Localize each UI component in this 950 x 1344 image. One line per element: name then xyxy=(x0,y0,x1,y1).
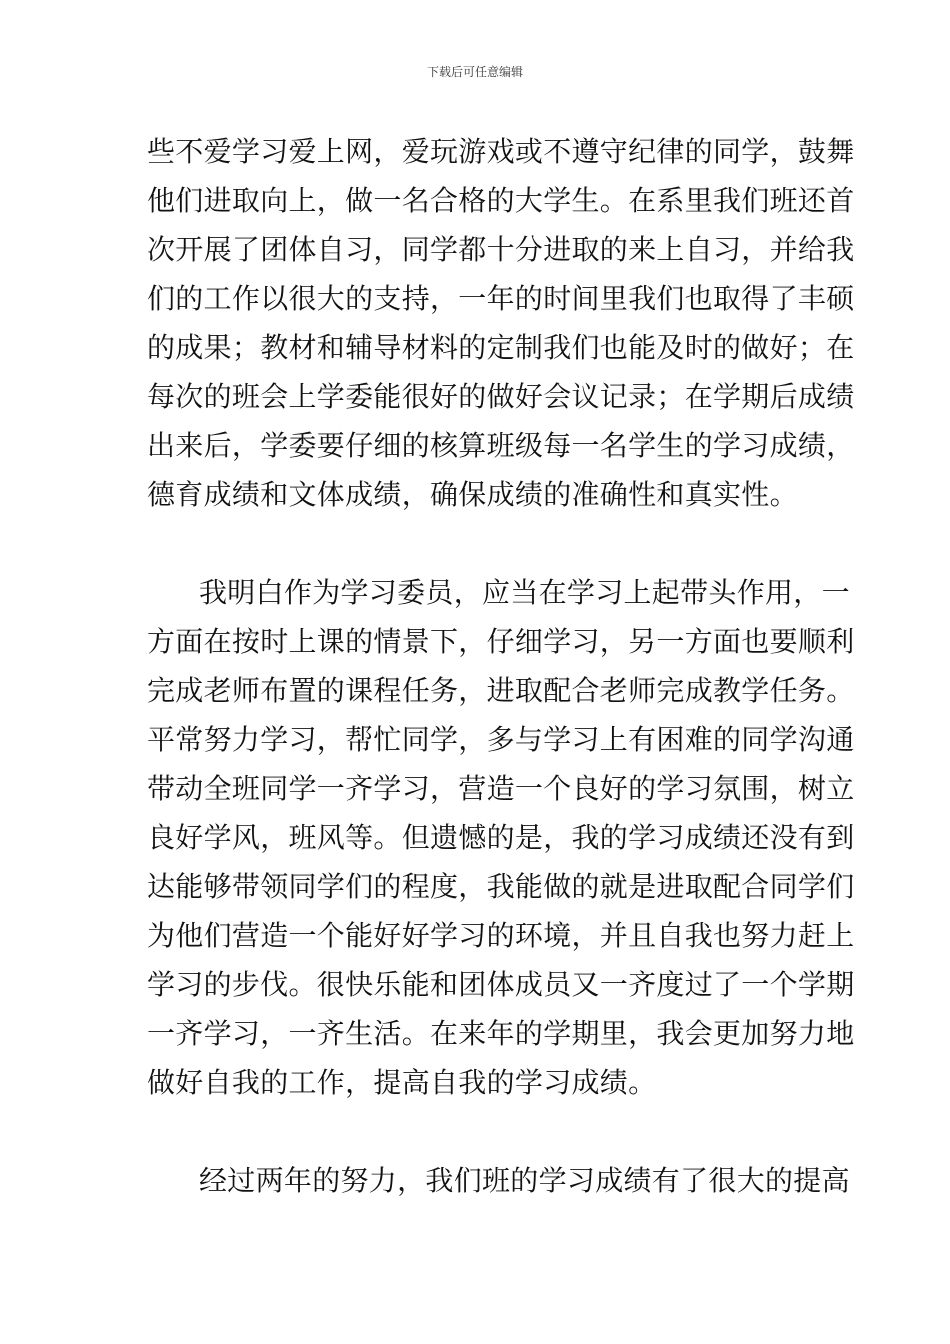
paragraph-spacer xyxy=(147,1107,813,1156)
text-line: 次开展了团体自习，同学都十分进取的来上自习，并给我 xyxy=(147,233,855,266)
page-header: 下载后可任意编辑 xyxy=(426,65,523,79)
text-line: 经过两年的努力，我们班的学习成绩有了很大的提高 xyxy=(199,1164,850,1197)
text-line: 做好自我的工作，提高自我的学习成绩。 xyxy=(147,1066,657,1099)
text-line: 我明白作为学习委员，应当在学习上起带头作用，一 xyxy=(199,576,850,609)
paragraph-2 xyxy=(147,568,855,1107)
text-line: 学习的步伐。很快乐能和团体成员又一齐度过了一个学期 xyxy=(147,968,855,1001)
paragraph-spacer xyxy=(147,519,813,568)
text-line: 达能够带领同学们的程度，我能做的就是进取配合同学们 xyxy=(147,870,855,903)
text-line: 他们进取向上，做一名合格的大学生。在系里我们班还首 xyxy=(147,184,855,217)
text-line: 一齐学习，一齐生活。在来年的学期里，我会更加努力地 xyxy=(147,1017,855,1050)
text-line: 出来后，学委要仔细的核算班级每一名学生的学习成绩， xyxy=(147,429,855,462)
text-line: 带动全班同学一齐学习，营造一个良好的学习氛围，树立 xyxy=(147,772,855,805)
text-line: 些不爱学习爱上网，爱玩游戏或不遵守纪律的同学，鼓舞 xyxy=(147,135,855,168)
document-body xyxy=(147,127,855,1205)
paragraph-3 xyxy=(147,1156,850,1205)
text-line: 德育成绩和文体成绩，确保成绩的准确性和真实性。 xyxy=(147,478,798,511)
text-line: 平常努力学习，帮忙同学，多与学习上有困难的同学沟通 xyxy=(147,723,855,756)
paragraph-1 xyxy=(147,127,855,519)
text-line: 每次的班会上学委能很好的做好会议记录；在学期后成绩 xyxy=(147,380,855,413)
text-line: 的成果；教材和辅导材料的定制我们也能及时的做好；在 xyxy=(147,331,855,364)
text-line: 为他们营造一个能好好学习的环境，并且自我也努力赶上 xyxy=(147,919,855,952)
text-line: 方面在按时上课的情景下，仔细学习，另一方面也要顺利 xyxy=(147,625,855,658)
text-line: 完成老师布置的课程任务，进取配合老师完成教学任务。 xyxy=(147,674,855,707)
text-line: 们的工作以很大的支持，一年的时间里我们也取得了丰硕 xyxy=(147,282,855,315)
text-line: 良好学风，班风等。但遗憾的是，我的学习成绩还没有到 xyxy=(147,821,855,854)
